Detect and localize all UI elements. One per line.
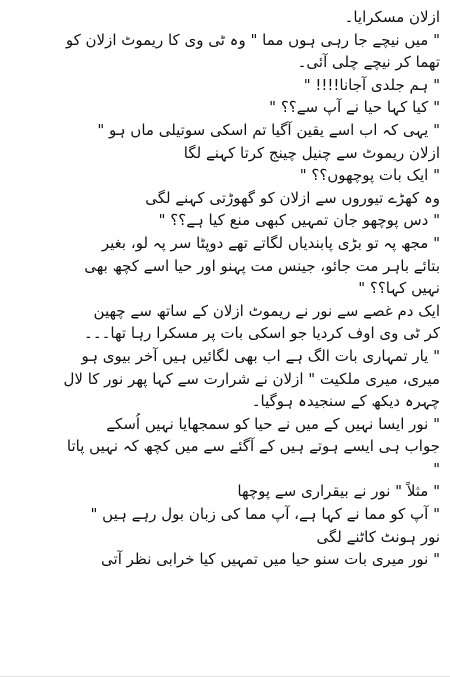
text-line: " میں نیچے جا رہی ہوں مما " وہ ٹی وی کا ریموٹ ازلان کو	[65, 30, 440, 49]
text-line: " یار تمہاری بات الگ ہے اب بھی لگائیں ہیں آخر بیوی ہو	[81, 346, 440, 365]
text-line: " یہی کہ اب اسے یقین آگیا تم اسکی سوتیلی ماں ہو "	[97, 120, 440, 139]
text-line: کر ٹی وی اوف کردیا جو اسکی بات پر مسکرا رہا تھا۔۔۔	[84, 324, 440, 343]
text-line: " ایک بات پوچھوں؟؟ "	[299, 166, 440, 185]
text-line: نہیں کہا؟؟ "	[358, 279, 440, 298]
text-line: " دس پوچھو جان تمہیں کبھی منع کیا ہے؟؟ "	[158, 211, 440, 230]
text-line: " آپ کو مما نے کہا ہے، آپ مما کی زبان بول رہے ہیں "	[90, 505, 440, 524]
text-line: " مثلاً " نور نے بیقراری سے پوچھا	[237, 482, 440, 501]
text-line: " مجھ پہ تو بڑی پابندیاں لگاتے تھے دوپٹا سر پہ لو، بغیر	[101, 233, 440, 252]
text-line: ایک دم غصے سے نور نے ریموٹ ازلان کے ساتھ سے چھین	[93, 301, 440, 320]
text-line: جواب ہی ایسے ہوتے ہیں کے آگئے سے میں کچھ کہ نہیں پاتا	[66, 437, 440, 456]
text-line: " ہم جلدی آجانا!!!! "	[303, 75, 440, 94]
text-line: " کیا کہا حیا نے آپ سے؟؟ "	[269, 98, 440, 117]
text-line: ازلان ریموٹ سے چنیل چینج کرتا کہنے لگا	[183, 143, 440, 162]
text-line: "	[433, 459, 440, 478]
text-line: وہ کھڑے تیوروں سے ازلان کو گھوڑتی کہنے لگی	[145, 188, 440, 207]
text-line: نور ہونٹ کاٹنے لگی	[316, 527, 440, 546]
text-line: " نور ایسا نہیں کے میں نے حیا کو سمجھایا نہیں اُسکے	[106, 414, 440, 433]
text-line: تھما کر نیچے چلی آئی۔	[297, 53, 440, 72]
text-line: چہرہ دیکھ کے سنجیدہ ہوگیا۔	[251, 392, 440, 411]
text-line: میری، میری ملکیت " ازلان نے شرارت سے کہا پھر نور کا لال	[63, 369, 440, 388]
text-line: ازلان مسکرایا۔	[344, 8, 440, 26]
story-text	[8, 6, 440, 571]
text-line: " نور میری بات سنو حیا میں تمہیں کیا خرابی نظر آتی	[101, 550, 440, 569]
text-line: بتائے باہر مت جائو، جینس مت پہنو اور حیا اسے کچھ بھی	[84, 256, 440, 275]
